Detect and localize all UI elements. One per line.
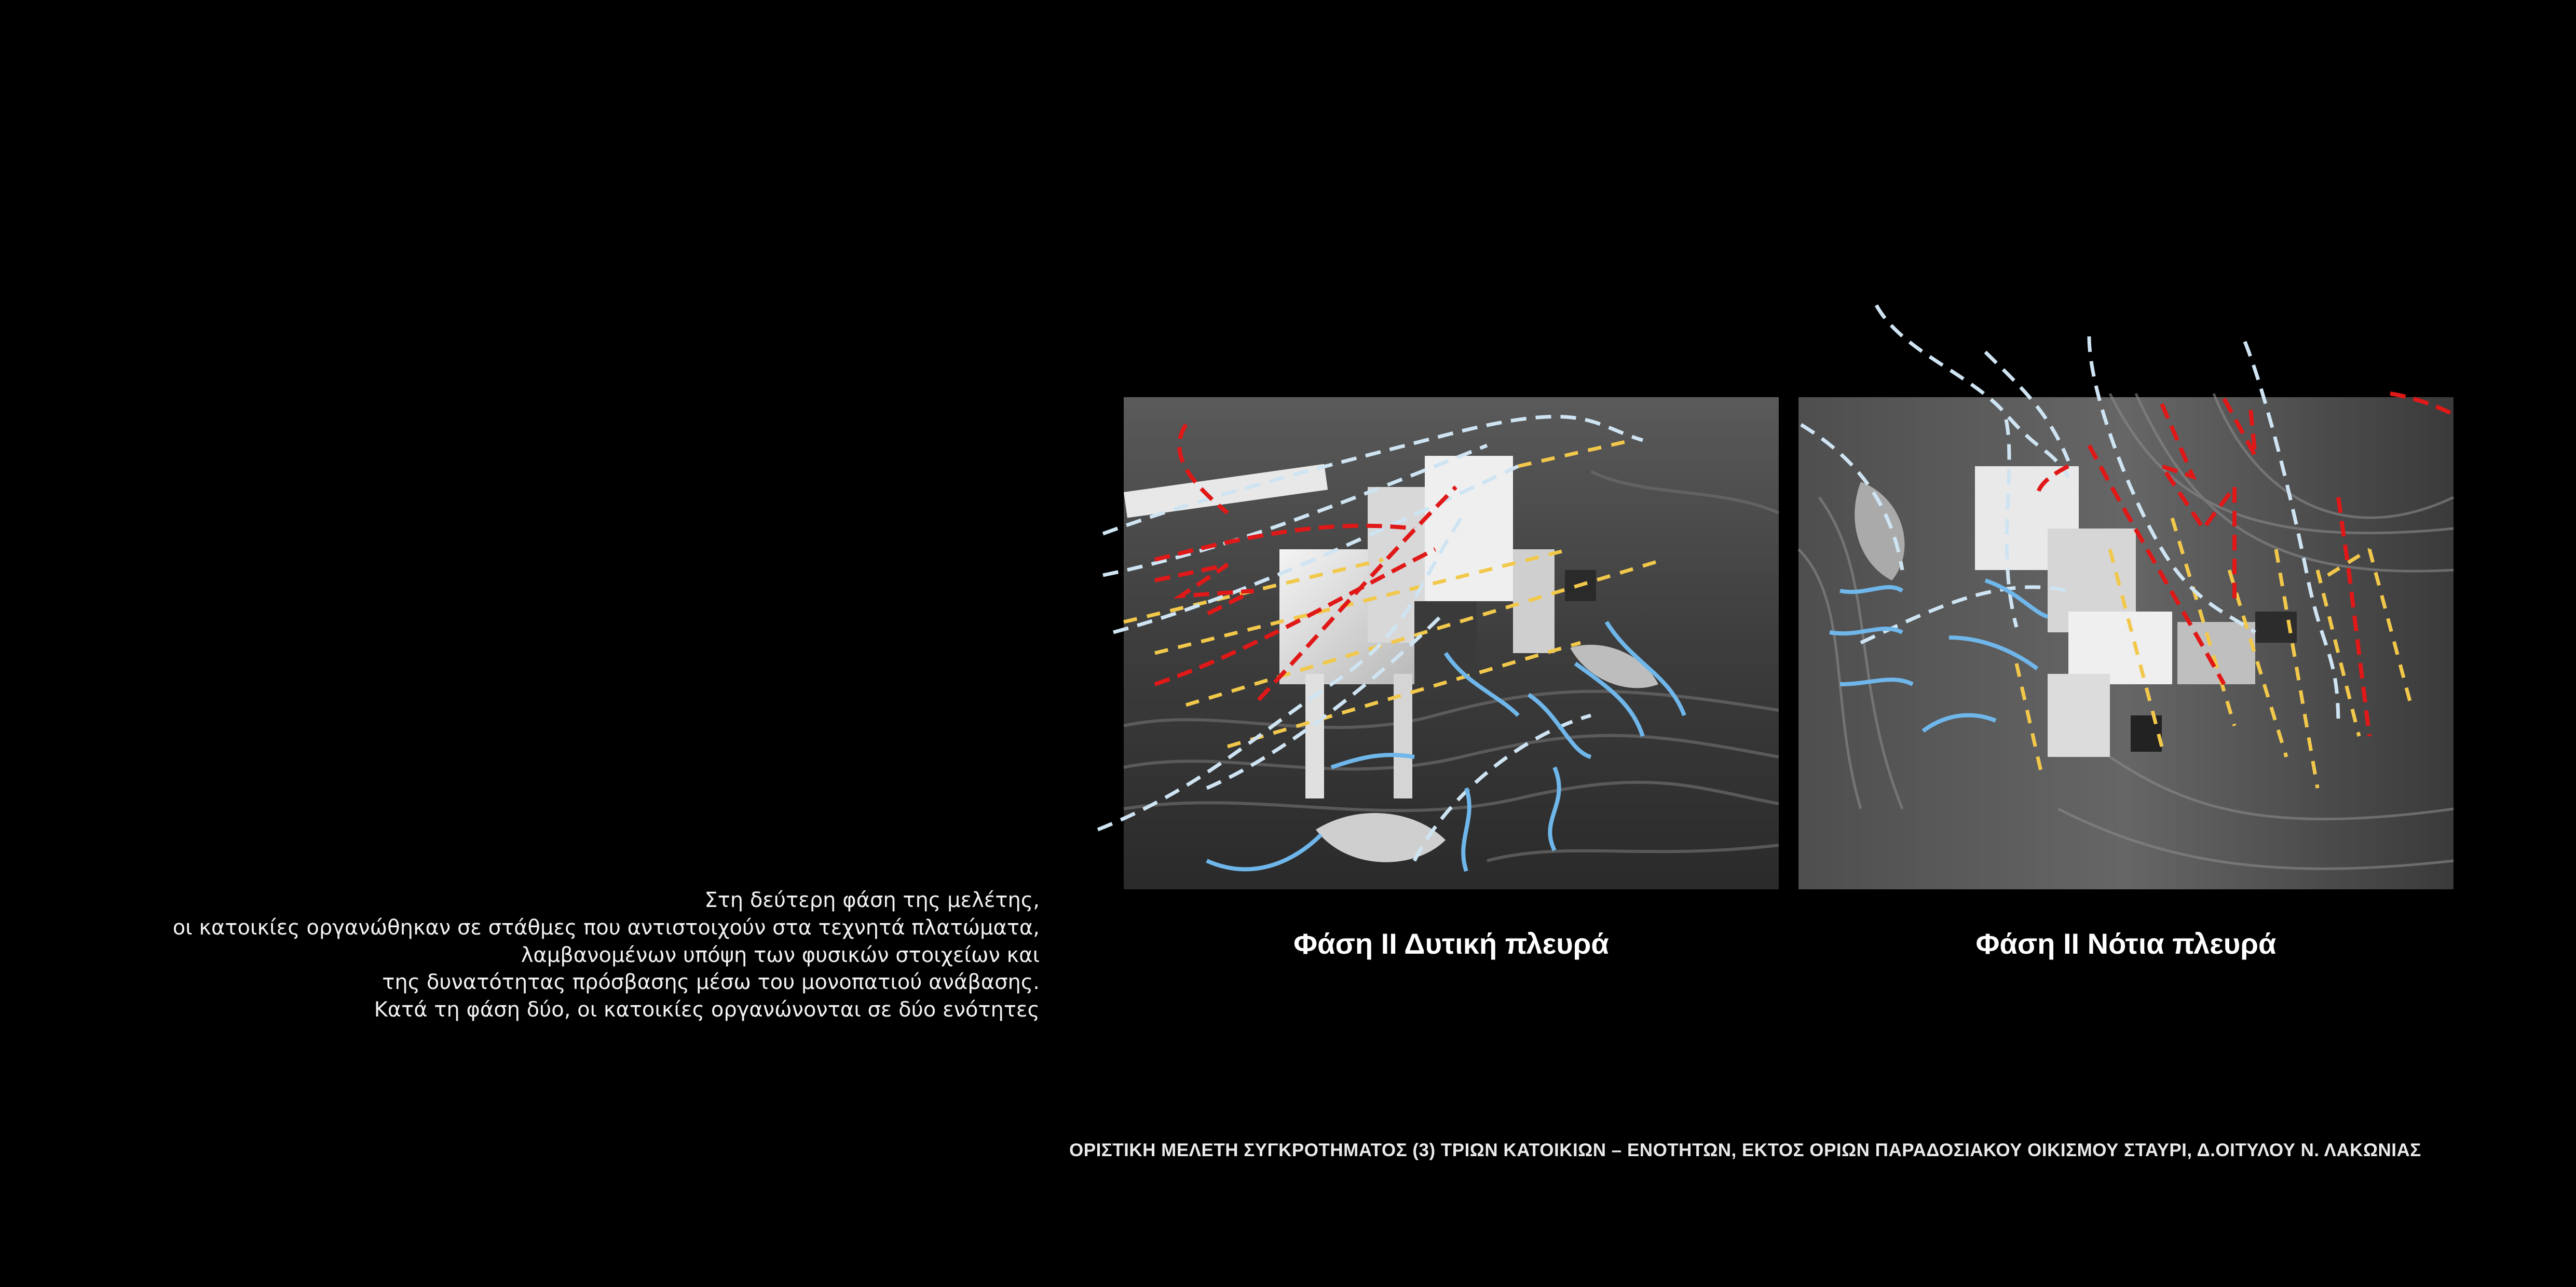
description-line: Στη δεύτερη φάση της μελέτης, [704, 888, 1040, 912]
west-model-photo [1124, 394, 1779, 889]
south-side-diagram [1798, 394, 2454, 889]
south-model-photo [1798, 394, 2454, 889]
south-caption: Φάση ΙΙ Νότια πλευρά [1975, 927, 2277, 960]
description-text [173, 887, 1040, 1024]
west-caption: Φάση ΙΙ Δυτική πλευρά [1293, 927, 1609, 960]
description-line: Κατά τη φάση δύο, οι κατοικίες οργανώνονται σε δύο ενότητες [374, 998, 1040, 1022]
description-line: λαμβανομένων υπόψη των φυσικών στοιχείων και [521, 943, 1040, 967]
description-line: οι κατοικίες οργανώθηκαν σε στάθμες που αντιστοιχούν στα τεχνητά πλατώματα, [172, 915, 1040, 940]
west-side-diagram [1124, 394, 1779, 889]
description-line: της δυνατότητας πρόσβασης μέσω του μονοπατιού ανάβασης. [382, 970, 1040, 995]
footer-title: ΟΡΙΣΤΙΚΗ ΜΕΛΕΤΗ ΣΥΓΚΡΟΤΗΜΑΤΟΣ (3) ΤΡΙΩΝ ΚΑΤΟΙΚΙΩΝ – ΕΝΟΤΗΤΩΝ, ΕΚΤΟΣ ΟΡΙΩΝ ΠΑΡΑΔΟΣΙΑΚΟΥ ΟΙΚΙΣΜΟΥ ΣΤΑΥΡΙ, Δ.ΟΙΤΥΛΟΥ Ν. ΛΑΚΩΝΙΑΣ [1069, 1140, 2421, 1160]
